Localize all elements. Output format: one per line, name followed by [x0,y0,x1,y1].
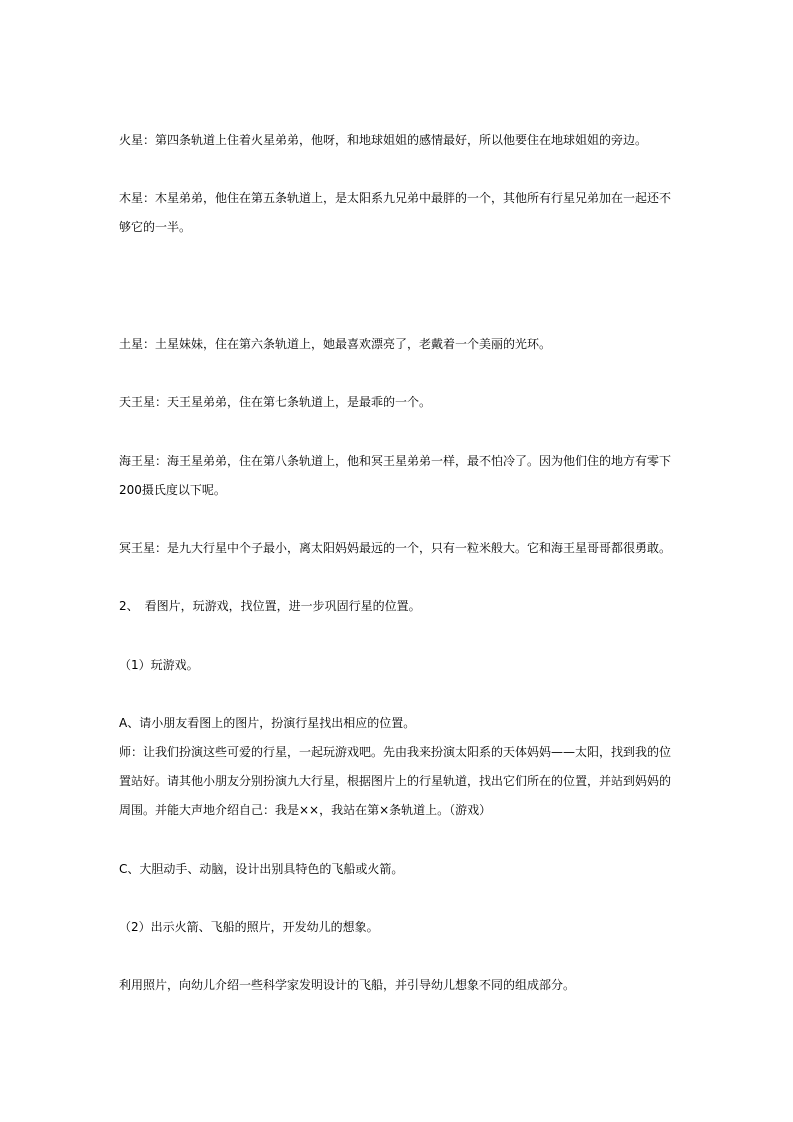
para-mars: 火星：第四条轨道上住着火星弟弟，他呀，和地球姐姐的感情最好，所以他要住在地球姐姐的旁边。 [119,133,648,147]
para-neptune-line-1: 海王星：海王星弟弟，住在第八条轨道上，他和冥王星弟弟一样，最不怕冷了。因为他们住的地方有零下 [119,454,672,468]
para-pluto: 冥王星：是九大行星中个子最小，离太阳妈妈最远的一个，只有一粒米般大。它和海王星哥哥都很勇敢。 [119,541,672,555]
para-c: C、大胆动手、动脑，设计出别具特色的飞船或火箭。 [119,862,404,876]
para-a-line-2: 师：让我们扮演这些可爱的行星，一起玩游戏吧。先由我来扮演太阳系的天体妈妈——太阳，找到我的位 [119,745,672,759]
subheading-2: （2）出示火箭、飞船的照片，开发幼儿的想象。 [119,920,379,934]
para-jupiter-line-2: 够它的一半。 [119,220,192,234]
para-a-line-4: 周围。并能大声地介绍自己：我是××，我站在第×条轨道上。（游戏） [119,803,492,817]
para-jupiter-line-1: 木星：木星弟弟，他住在第五条轨道上，是太阳系九兄弟中最胖的一个，其他所有行星兄弟加在一起还不 [119,191,672,205]
para-a-line-1: A、请小朋友看图上的图片，扮演行星找出相应的位置。 [119,716,416,730]
para-uranus: 天王星：天王星弟弟，住在第七条轨道上，是最乖的一个。 [119,395,432,409]
subheading-1: （1）玩游戏。 [119,658,199,672]
para-neptune-line-2: 200摄氏度以下呢。 [119,483,226,497]
section-heading-2: 2、 看图片，玩游戏，找位置，进一步巩固行星的位置。 [119,599,421,613]
para-saturn: 土星：土星妹妹，住在第六条轨道上，她最喜欢漂亮了，老戴着一个美丽的光环。 [119,337,552,351]
para-photos: 利用照片，向幼儿介绍一些科学家发明设计的飞船，并引导幼儿想象不同的组成部分。 [119,978,576,992]
para-a-line-3: 置站好。请其他小朋友分别扮演九大行星，根据图片上的行星轨道，找出它们所在的位置，并站到妈妈的 [119,774,672,788]
